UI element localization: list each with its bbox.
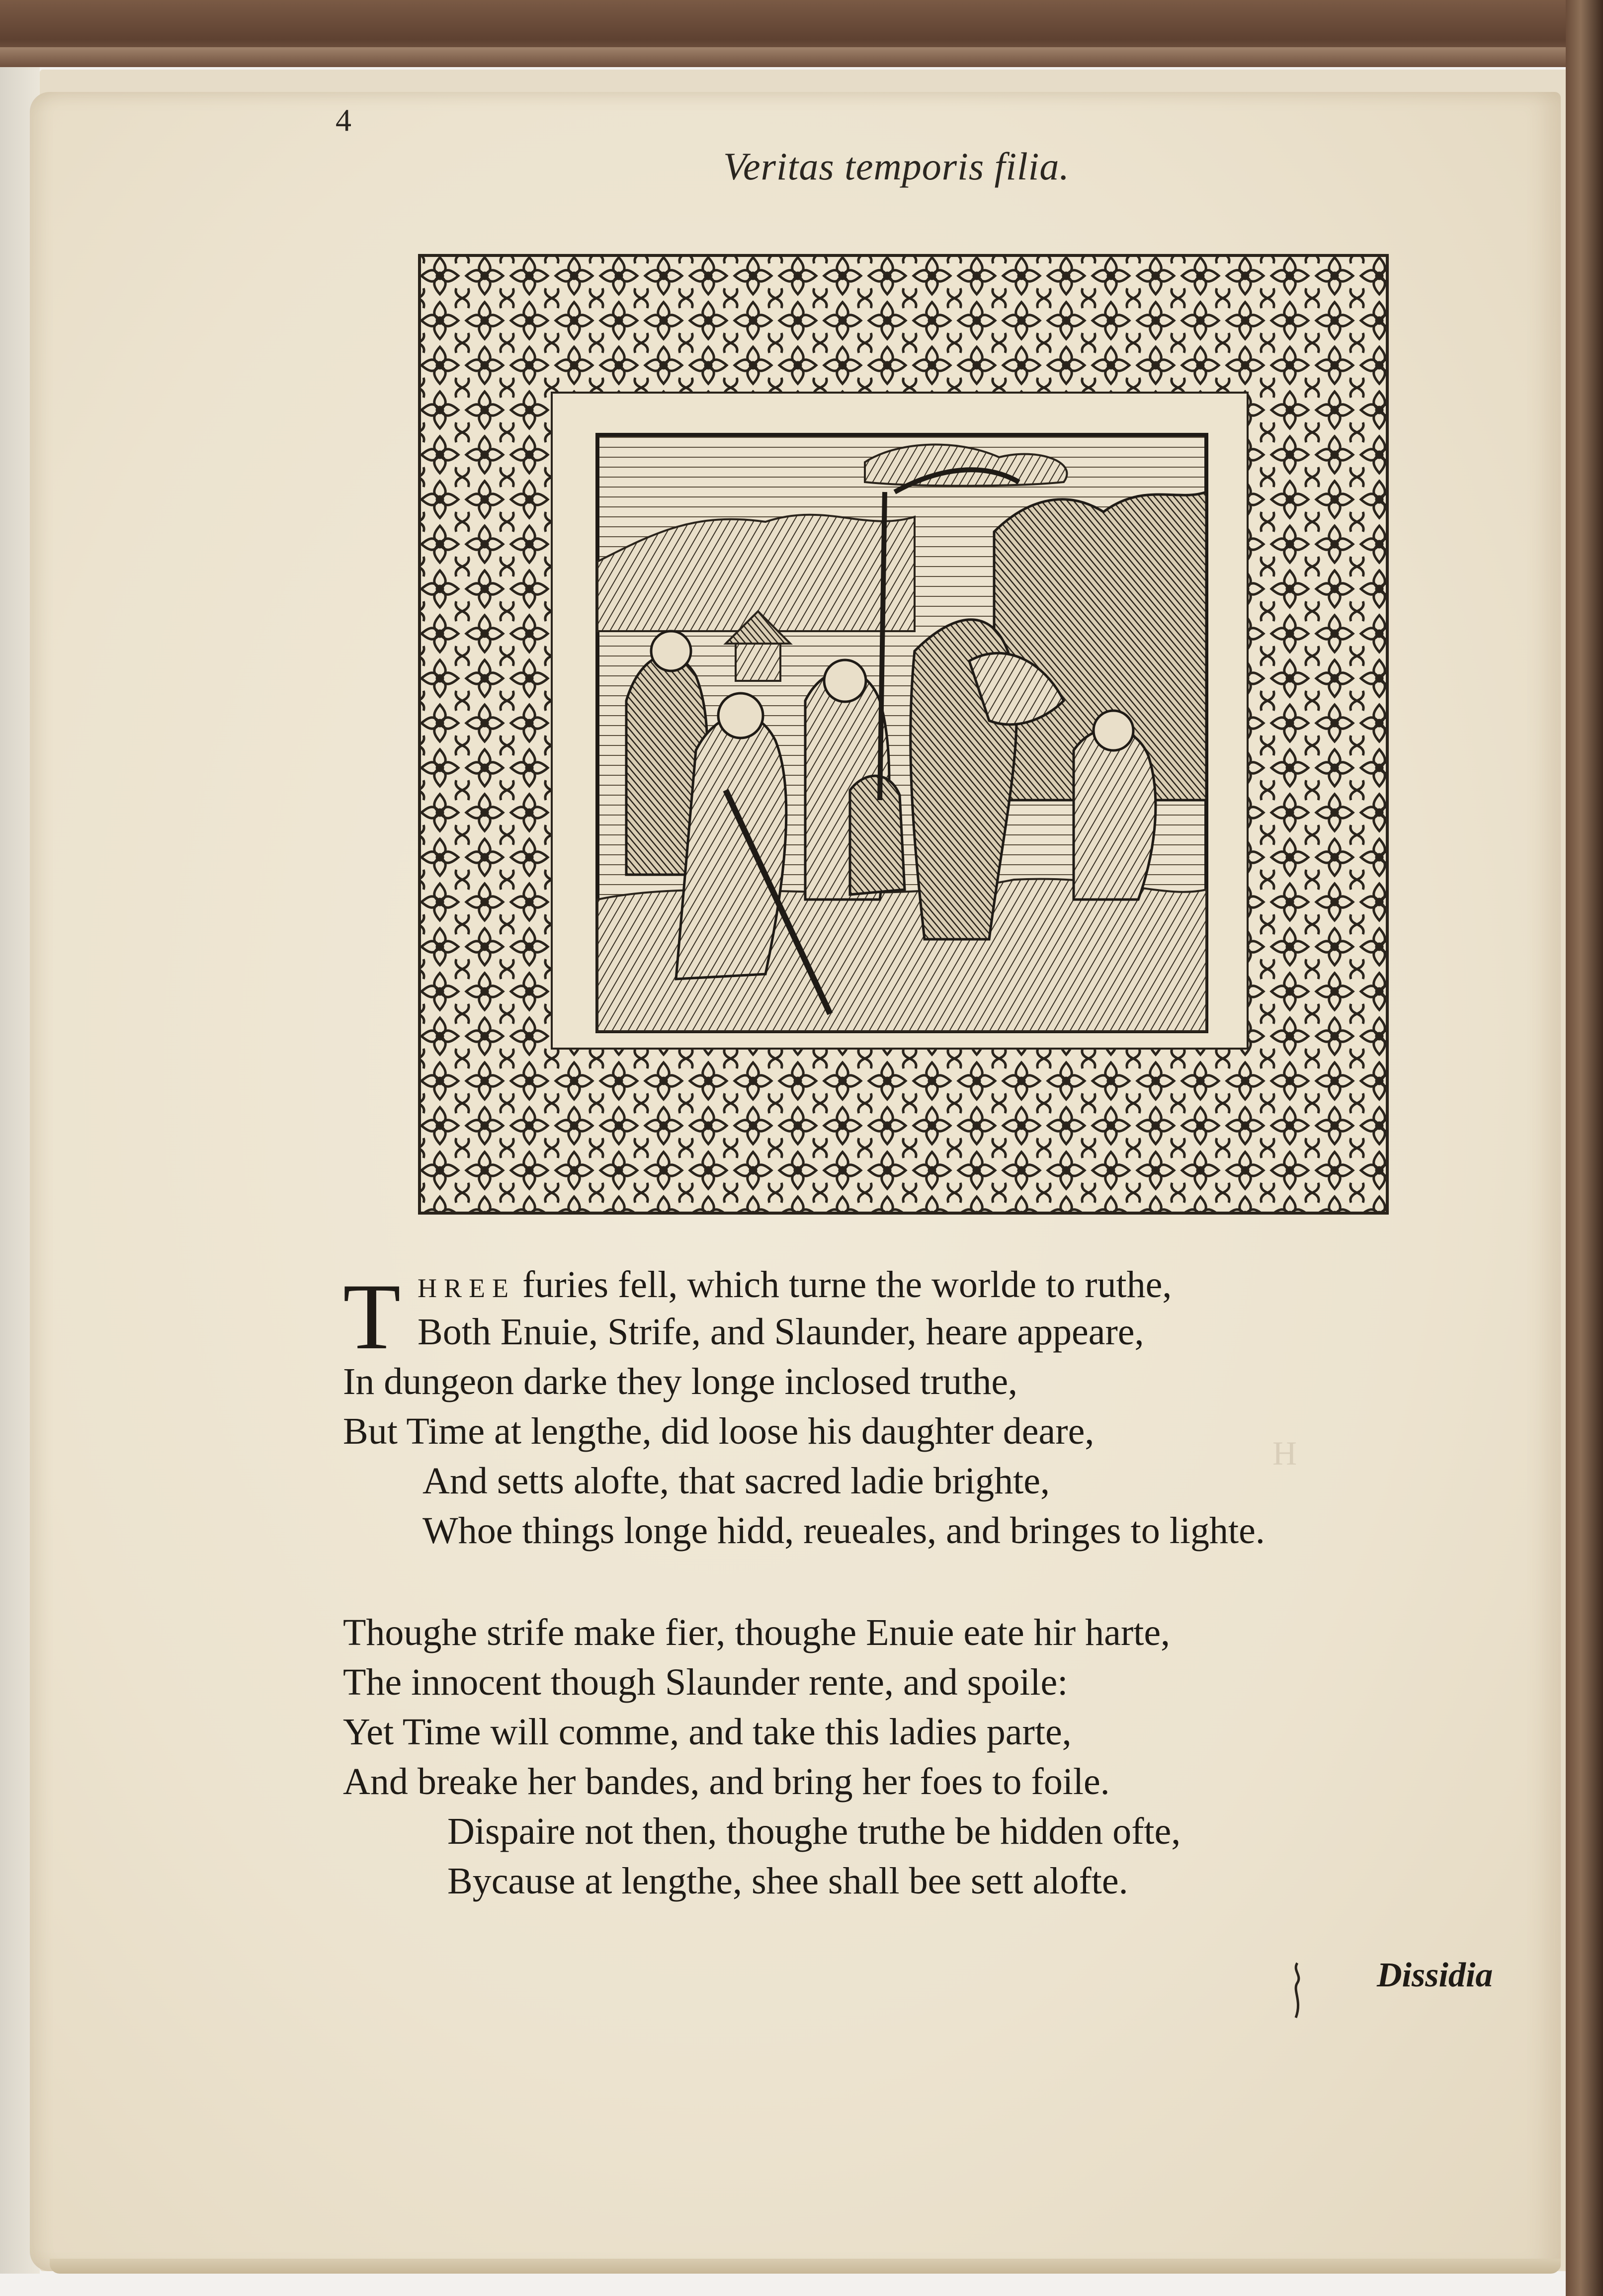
page-number: 4 bbox=[336, 102, 351, 138]
poem-line: But Time at lengthe, did loose his daughter deare, bbox=[343, 1410, 1095, 1452]
ink-mark-icon bbox=[1290, 1961, 1305, 2020]
poem-line: Yet Time will comme, and take this ladies parte, bbox=[343, 1711, 1072, 1753]
poem-line: Both Enuie, Strife, and Slaunder, heare appeare, bbox=[418, 1311, 1144, 1353]
poem-line: Whoe things longe hidd, reueales, and bringes to lighte. bbox=[422, 1510, 1265, 1552]
emblem-woodcut-icon bbox=[418, 253, 1389, 1215]
poem-line-text: furies fell, which turne the worlde to ruthe, bbox=[522, 1264, 1172, 1306]
book-binding-right bbox=[1566, 0, 1603, 2296]
catchword: Dissidia bbox=[1377, 1956, 1493, 1994]
poem-line: And setts alofte, that sacred ladie brighte, bbox=[422, 1460, 1050, 1502]
drop-cap: T bbox=[343, 1265, 401, 1369]
poem-line: Bycause at lengthe, shee shall bee sett alofte. bbox=[447, 1860, 1128, 1902]
binding-edge bbox=[0, 47, 1603, 67]
page-edge bbox=[50, 2259, 1561, 2274]
poem-line: Thoughe strife make fier, thoughe Enuie eate hir harte, bbox=[343, 1612, 1171, 1653]
page-title: Veritas temporis filia. bbox=[723, 145, 1070, 188]
bleed-through-text: H bbox=[1272, 1434, 1297, 1472]
poem-line: In dungeon darke they longe inclosed truthe, bbox=[343, 1361, 1018, 1402]
poem-line: Dispaire not then, thoughe truthe be hidden ofte, bbox=[447, 1810, 1181, 1852]
poem-line: The innocent though Slaunder rente, and spoile: bbox=[343, 1661, 1068, 1703]
poem-line: And breake her bandes, and bring her foes to foile. bbox=[343, 1761, 1110, 1803]
first-word-small-caps: HREE bbox=[418, 1273, 515, 1303]
poem-line bbox=[418, 1260, 1172, 1310]
